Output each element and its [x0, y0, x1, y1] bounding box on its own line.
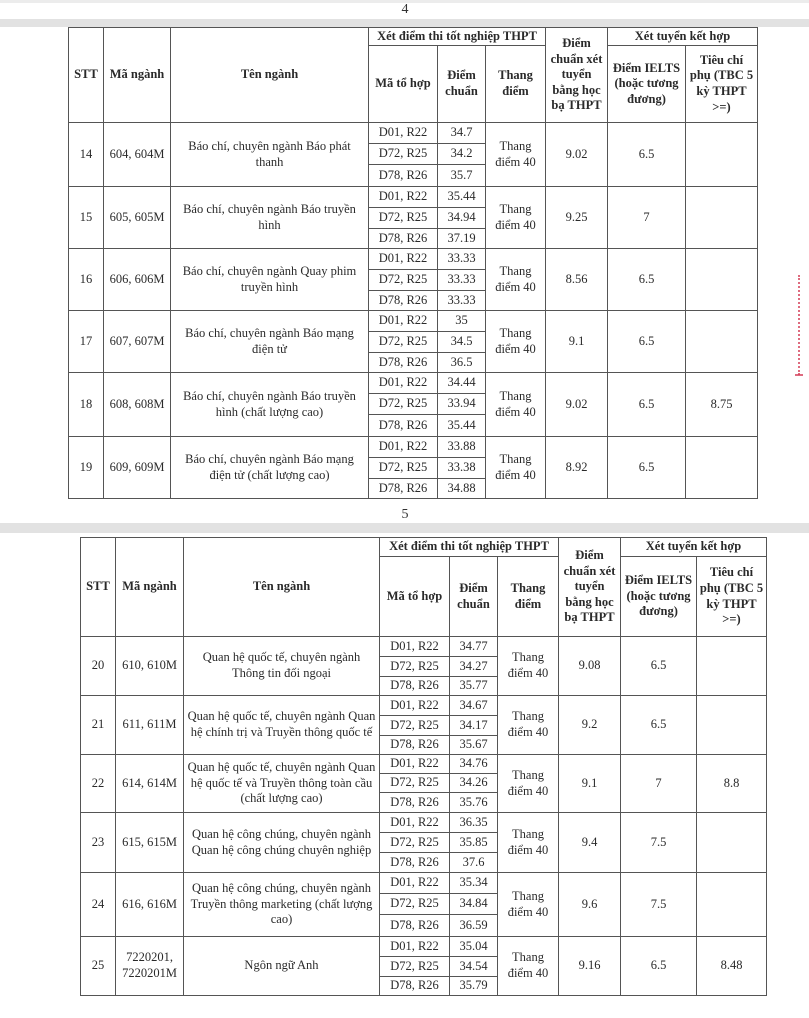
cell-major-name: Quan hệ quốc tế, chuyên ngành Thông tin đối ngoại	[184, 637, 380, 696]
table-row	[81, 696, 767, 716]
cell-cutoff-score: 34.77	[450, 637, 498, 657]
cell-major-code: 608, 608M	[104, 373, 171, 437]
cell-cutoff-score: 34.7	[438, 123, 486, 144]
cell-cutoff-score: 33.94	[438, 394, 486, 415]
cell-combo-code: D01, R22	[369, 373, 438, 394]
cell-cutoff-score: 35.44	[438, 187, 486, 208]
header-exam-group: Xét điểm thi tốt nghiệp THPT	[380, 538, 559, 557]
header-major-code: Mã ngành	[116, 538, 184, 637]
cell-criteria	[697, 696, 767, 755]
cell-combo-code: D01, R22	[369, 123, 438, 144]
header-criteria: Tiêu chí phụ (TBC 5 kỳ THPT >=)	[686, 46, 758, 123]
cell-cutoff-score: 36.35	[450, 813, 498, 833]
cell-cutoff-score: 34.44	[438, 373, 486, 394]
cell-major-code: 616, 616M	[116, 873, 184, 937]
cell-major-code: 606, 606M	[104, 249, 171, 311]
cell-combo-code: D78, R26	[380, 853, 450, 873]
cell-transcript-cutoff: 9.02	[546, 373, 608, 437]
table-row	[81, 813, 767, 833]
cell-ielts: 6.5	[621, 696, 697, 755]
cell-combo-code: D72, R25	[380, 657, 450, 677]
cell-major-name: Báo chí, chuyên ngành Báo phát thanh	[171, 123, 369, 187]
cell-ielts: 6.5	[621, 637, 697, 696]
header-exam-group: Xét điểm thi tốt nghiệp THPT	[369, 28, 546, 46]
cell-combo-code: D01, R22	[369, 249, 438, 270]
cell-criteria	[697, 873, 767, 937]
table-row	[69, 249, 758, 270]
cell-cutoff-score: 33.33	[438, 291, 486, 311]
cell-cutoff-score: 34.54	[450, 957, 498, 977]
cell-criteria	[697, 813, 767, 873]
cell-cutoff-score: 34.84	[450, 894, 498, 915]
header-stt: STT	[81, 538, 116, 637]
cell-cutoff-score: 35.7	[438, 165, 486, 187]
cell-stt: 25	[81, 937, 116, 996]
cell-major-code: 604, 604M	[104, 123, 171, 187]
cell-scale: Thang điểm 40	[498, 637, 559, 696]
table-row	[69, 187, 758, 208]
cell-combo-code: D72, R25	[380, 774, 450, 793]
cell-major-name: Quan hệ quốc tế, chuyên ngành Quan hệ chính trị và Truyền thông quốc tế	[184, 696, 380, 755]
cell-major-name: Báo chí, chuyên ngành Báo truyền hình (chất lượng cao)	[171, 373, 369, 437]
cell-cutoff-score: 34.26	[450, 774, 498, 793]
table-row	[81, 637, 767, 657]
admission-score-table-page-5	[80, 537, 767, 996]
cell-combo-code: D01, R22	[380, 937, 450, 957]
cell-cutoff-score: 35.77	[450, 677, 498, 696]
header-stt: STT	[69, 28, 104, 123]
table-row	[69, 373, 758, 394]
cell-combo-code: D78, R26	[369, 291, 438, 311]
cell-criteria	[686, 187, 758, 249]
table-row	[69, 311, 758, 332]
header-criteria: Tiêu chí phụ (TBC 5 kỳ THPT >=)	[697, 557, 767, 637]
cell-criteria: 8.75	[686, 373, 758, 437]
cell-criteria	[686, 311, 758, 373]
cell-stt: 19	[69, 437, 104, 499]
cell-major-code: 611, 611M	[116, 696, 184, 755]
cell-cutoff-score: 35.04	[450, 937, 498, 957]
cell-stt: 20	[81, 637, 116, 696]
header-row-group	[69, 28, 758, 46]
table-row	[81, 873, 767, 894]
header-ielts: Điểm IELTS (hoặc tương đương)	[608, 46, 686, 123]
cell-combo-code: D72, R25	[380, 957, 450, 977]
cell-combo-code: D72, R25	[369, 144, 438, 165]
cell-ielts: 6.5	[608, 311, 686, 373]
cell-transcript-cutoff: 9.16	[559, 937, 621, 996]
cell-criteria: 8.48	[697, 937, 767, 996]
cell-stt: 22	[81, 755, 116, 813]
header-transcript-cutoff: Điểm chuẩn xét tuyển bằng học bạ THPT	[546, 28, 608, 123]
cell-major-name: Báo chí, chuyên ngành Báo truyền hình	[171, 187, 369, 249]
cell-scale: Thang điểm 40	[498, 813, 559, 873]
cell-stt: 15	[69, 187, 104, 249]
cell-major-name: Quan hệ quốc tế, chuyên ngành Quan hệ quốc tế và Truyền thông toàn cầu (chất lượng cao)	[184, 755, 380, 813]
cell-ielts: 7	[621, 755, 697, 813]
cell-stt: 16	[69, 249, 104, 311]
cell-combo-code: D72, R25	[369, 394, 438, 415]
cell-cutoff-score: 33.33	[438, 270, 486, 291]
header-combined-group: Xét tuyển kết hợp	[608, 28, 758, 46]
page-number-4: 4	[401, 2, 409, 17]
cell-scale: Thang điểm 40	[498, 937, 559, 996]
cell-combo-code: D01, R22	[380, 813, 450, 833]
cell-cutoff-score: 37.19	[438, 229, 486, 249]
cell-scale: Thang điểm 40	[486, 311, 546, 373]
cell-combo-code: D78, R26	[380, 736, 450, 755]
cell-stt: 17	[69, 311, 104, 373]
cell-stt: 24	[81, 873, 116, 937]
cell-ielts: 6.5	[621, 937, 697, 996]
cell-major-code: 7220201, 7220201M	[116, 937, 184, 996]
table-row	[69, 437, 758, 458]
cell-combo-code: D78, R26	[369, 353, 438, 373]
cell-cutoff-score: 34.5	[438, 332, 486, 353]
cell-ielts: 7	[608, 187, 686, 249]
cell-combo-code: D72, R25	[369, 458, 438, 479]
cell-major-code: 609, 609M	[104, 437, 171, 499]
header-ielts: Điểm IELTS (hoặc tương đương)	[621, 557, 697, 637]
cell-cutoff-score: 34.76	[450, 755, 498, 774]
cell-cutoff-score: 34.17	[450, 716, 498, 736]
red-stamp-mark	[795, 362, 803, 376]
cell-major-code: 607, 607M	[104, 311, 171, 373]
header-major-name: Tên ngành	[171, 28, 369, 123]
header-combined-group: Xét tuyển kết hợp	[621, 538, 767, 557]
header-cutoff: Điểm chuẩn	[438, 46, 486, 123]
cell-cutoff-score: 37.6	[450, 853, 498, 873]
cell-criteria	[697, 637, 767, 696]
cell-scale: Thang điểm 40	[498, 696, 559, 755]
cell-combo-code: D78, R26	[380, 915, 450, 937]
cell-major-code: 610, 610M	[116, 637, 184, 696]
cell-transcript-cutoff: 9.1	[559, 755, 621, 813]
cell-cutoff-score: 35.79	[450, 977, 498, 996]
cell-cutoff-score: 34.94	[438, 208, 486, 229]
table-row	[69, 123, 758, 144]
cell-major-name: Báo chí, chuyên ngành Báo mạng điện tử	[171, 311, 369, 373]
cell-cutoff-score: 34.2	[438, 144, 486, 165]
cell-ielts: 7.5	[621, 873, 697, 937]
cell-cutoff-score: 36.5	[438, 353, 486, 373]
cell-scale: Thang điểm 40	[486, 249, 546, 311]
cell-combo-code: D72, R25	[369, 208, 438, 229]
cell-transcript-cutoff: 9.4	[559, 813, 621, 873]
cell-transcript-cutoff: 9.08	[559, 637, 621, 696]
cell-cutoff-score: 35.85	[450, 833, 498, 853]
header-combo-code: Mã tổ hợp	[380, 557, 450, 637]
cell-combo-code: D78, R26	[369, 415, 438, 437]
cell-combo-code: D72, R25	[380, 833, 450, 853]
cell-combo-code: D01, R22	[380, 637, 450, 657]
cell-stt: 23	[81, 813, 116, 873]
cell-combo-code: D78, R26	[380, 793, 450, 813]
cell-major-name: Quan hệ công chúng, chuyên ngành Truyền thông marketing (chất lượng cao)	[184, 873, 380, 937]
cell-cutoff-score: 34.88	[438, 479, 486, 499]
cell-transcript-cutoff: 9.2	[559, 696, 621, 755]
cell-cutoff-score: 33.33	[438, 249, 486, 270]
cell-combo-code: D01, R22	[369, 187, 438, 208]
cell-combo-code: D72, R25	[380, 716, 450, 736]
cell-ielts: 6.5	[608, 123, 686, 187]
cell-transcript-cutoff: 8.56	[546, 249, 608, 311]
cell-stt: 18	[69, 373, 104, 437]
cell-combo-code: D01, R22	[380, 696, 450, 716]
header-row-group	[81, 538, 767, 557]
page-number-5: 5	[401, 507, 409, 522]
cell-ielts: 7.5	[621, 813, 697, 873]
cell-cutoff-score: 33.38	[438, 458, 486, 479]
cell-combo-code: D01, R22	[369, 311, 438, 332]
cell-combo-code: D72, R25	[380, 894, 450, 915]
cell-scale: Thang điểm 40	[486, 437, 546, 499]
cell-cutoff-score: 34.27	[450, 657, 498, 677]
cell-cutoff-score: 35.67	[450, 736, 498, 755]
cell-combo-code: D72, R25	[369, 332, 438, 353]
cell-criteria	[686, 437, 758, 499]
cell-ielts: 6.5	[608, 437, 686, 499]
header-combo-code: Mã tổ hợp	[369, 46, 438, 123]
cell-scale: Thang điểm 40	[486, 123, 546, 187]
cell-cutoff-score: 35	[438, 311, 486, 332]
cell-combo-code: D78, R26	[369, 479, 438, 499]
table-row	[81, 937, 767, 957]
cell-cutoff-score: 36.59	[450, 915, 498, 937]
header-major-name: Tên ngành	[184, 538, 380, 637]
header-scale: Thang điểm	[498, 557, 559, 637]
cell-combo-code: D01, R22	[369, 437, 438, 458]
cell-combo-code: D78, R26	[380, 677, 450, 696]
cell-major-code: 614, 614M	[116, 755, 184, 813]
cell-scale: Thang điểm 40	[486, 187, 546, 249]
red-stamp-mark	[798, 275, 806, 375]
cell-cutoff-score: 35.76	[450, 793, 498, 813]
table-row	[81, 755, 767, 774]
header-transcript-cutoff: Điểm chuẩn xét tuyển bằng học bạ THPT	[559, 538, 621, 637]
cell-combo-code: D01, R22	[380, 755, 450, 774]
cell-transcript-cutoff: 9.6	[559, 873, 621, 937]
header-scale: Thang điểm	[486, 46, 546, 123]
cell-combo-code: D72, R25	[369, 270, 438, 291]
cell-stt: 21	[81, 696, 116, 755]
cell-scale: Thang điểm 40	[486, 373, 546, 437]
cell-scale: Thang điểm 40	[498, 873, 559, 937]
header-cutoff: Điểm chuẩn	[450, 557, 498, 637]
cell-major-name: Ngôn ngữ Anh	[184, 937, 380, 996]
cell-ielts: 6.5	[608, 373, 686, 437]
cell-transcript-cutoff: 9.02	[546, 123, 608, 187]
cell-scale: Thang điểm 40	[498, 755, 559, 813]
cell-major-name: Báo chí, chuyên ngành Quay phim truyền hình	[171, 249, 369, 311]
cell-combo-code: D78, R26	[369, 229, 438, 249]
admission-score-table-page-4	[68, 27, 758, 499]
cell-major-name: Báo chí, chuyên ngành Báo mạng điện tử (chất lượng cao)	[171, 437, 369, 499]
cell-ielts: 6.5	[608, 249, 686, 311]
cell-stt: 14	[69, 123, 104, 187]
cell-transcript-cutoff: 9.25	[546, 187, 608, 249]
cell-combo-code: D78, R26	[380, 977, 450, 996]
cell-criteria: 8.8	[697, 755, 767, 813]
header-major-code: Mã ngành	[104, 28, 171, 123]
cell-transcript-cutoff: 9.1	[546, 311, 608, 373]
cell-cutoff-score: 33.88	[438, 437, 486, 458]
cell-combo-code: D01, R22	[380, 873, 450, 894]
cell-cutoff-score: 35.44	[438, 415, 486, 437]
cell-criteria	[686, 249, 758, 311]
page-separator	[0, 19, 809, 27]
cell-cutoff-score: 35.34	[450, 873, 498, 894]
cell-major-name: Quan hệ công chúng, chuyên ngành Quan hệ công chúng chuyên nghiệp	[184, 813, 380, 873]
cell-combo-code: D78, R26	[369, 165, 438, 187]
cell-cutoff-score: 34.67	[450, 696, 498, 716]
cell-major-code: 605, 605M	[104, 187, 171, 249]
cell-criteria	[686, 123, 758, 187]
cell-major-code: 615, 615M	[116, 813, 184, 873]
page-separator	[0, 523, 809, 533]
cell-transcript-cutoff: 8.92	[546, 437, 608, 499]
